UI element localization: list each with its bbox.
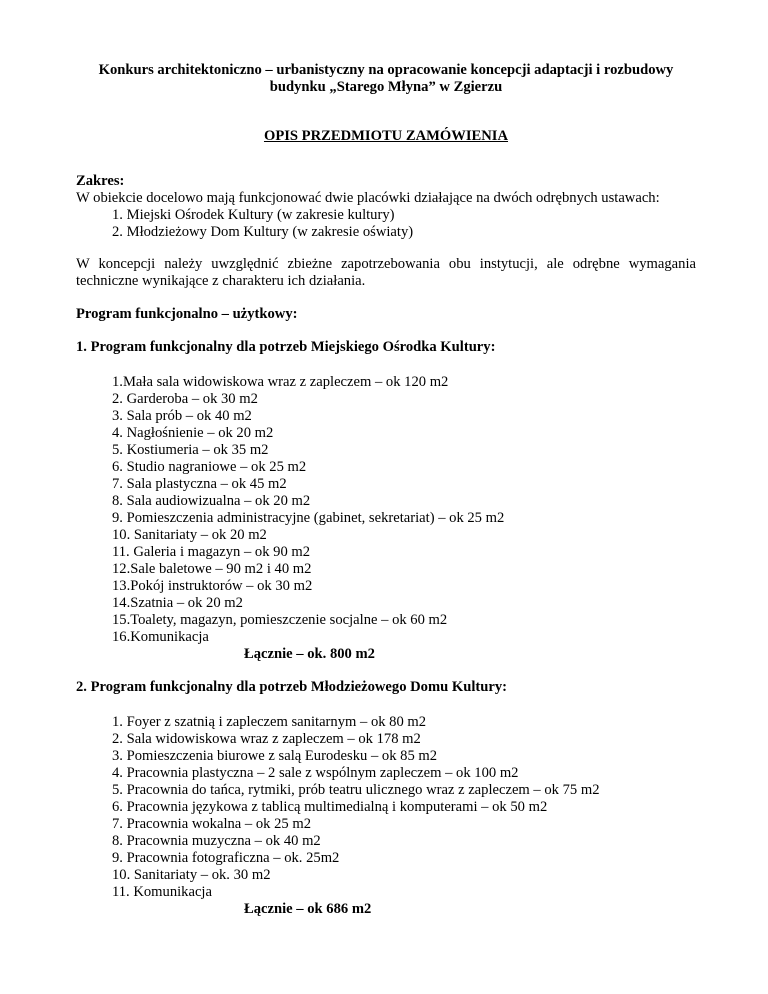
- list-item: 13.Pokój instruktorów – ok 30 m2: [112, 578, 313, 594]
- section-1-total: Łącznie – ok. 800 m2: [244, 646, 375, 662]
- list-item: 9. Pomieszczenia administracyjne (gabinet, sekretariat) – ok 25 m2: [112, 510, 505, 526]
- list-item: 11. Komunikacja: [112, 884, 212, 900]
- list-item: 1.Mała sala widowiskowa wraz z zapleczem – ok 120 m2: [112, 374, 449, 390]
- scope-list: [76, 207, 696, 241]
- section-2-total: Łącznie – ok 686 m2: [244, 901, 372, 917]
- section-2-heading: 2. Program funkcjonalny dla potrzeb Młodzieżowego Domu Kultury:: [76, 679, 508, 695]
- list-item: 1. Foyer z szatnią i zapleczem sanitarnym – ok 80 m2: [112, 714, 427, 730]
- list-item: 8. Pracownia muzyczna – ok 40 m2: [112, 833, 321, 849]
- scope-item: 1. Miejski Ośrodek Kultury (w zakresie kultury): [112, 207, 395, 223]
- list-item: 8. Sala audiowizualna – ok 20 m2: [112, 493, 311, 509]
- program-label: Program funkcjonalno – użytkowy:: [76, 306, 298, 322]
- section-1-list: [76, 374, 696, 646]
- list-item: 4. Nagłośnienie – ok 20 m2: [112, 425, 274, 441]
- list-item: 6. Studio nagraniowe – ok 25 m2: [112, 459, 307, 475]
- scope-label: Zakres:: [76, 173, 125, 189]
- list-item: 2. Sala widowiskowa wraz z zapleczem – ok 178 m2: [112, 731, 421, 747]
- document-title-line-1: Konkurs architektoniczno – urbanistyczny na opracowanie koncepcji adaptacji i rozbudowy: [98, 62, 674, 78]
- scope-intro: W obiekcie docelowo mają funkcjonować dwie placówki działające na dwóch odrębnych ustawach:: [76, 190, 660, 206]
- list-item: 15.Toalety, magazyn, pomieszczenie socjalne – ok 60 m2: [112, 612, 448, 628]
- scope-item: 2. Młodzieżowy Dom Kultury (w zakresie oświaty): [112, 224, 414, 240]
- section-1-heading: 1. Program funkcjonalny dla potrzeb Miejskiego Ośrodka Kultury:: [76, 339, 496, 355]
- list-item: 10. Sanitariaty – ok. 30 m2: [112, 867, 271, 883]
- list-item: 16.Komunikacja: [112, 629, 209, 645]
- document-page: [76, 62, 696, 918]
- list-item: 7. Sala plastyczna – ok 45 m2: [112, 476, 287, 492]
- list-item: 14.Szatnia – ok 20 m2: [112, 595, 243, 611]
- list-item: 7. Pracownia wokalna – ok 25 m2: [112, 816, 312, 832]
- document-title-line-2: budynku „Starego Młyna” w Zgierzu: [269, 79, 503, 95]
- list-item: 3. Sala prób – ok 40 m2: [112, 408, 252, 424]
- document-subject: OPIS PRZEDMIOTU ZAMÓWIENIA: [263, 128, 509, 144]
- document-title: [76, 62, 696, 96]
- list-item: 9. Pracownia fotograficzna – ok. 25m2: [112, 850, 340, 866]
- list-item: 11. Galeria i magazyn – ok 90 m2: [112, 544, 311, 560]
- list-item: 3. Pomieszczenia biurowe z salą Eurodesku – ok 85 m2: [112, 748, 438, 764]
- list-item: 2. Garderoba – ok 30 m2: [112, 391, 258, 407]
- list-item: 5. Pracownia do tańca, rytmiki, prób teatru ulicznego wraz z zapleczem – ok 75 m2: [112, 782, 600, 798]
- section-2-list: [76, 714, 696, 901]
- list-item: 12.Sale baletowe – 90 m2 i 40 m2: [112, 561, 312, 577]
- list-item: 4. Pracownia plastyczna – 2 sale z wspólnym zapleczem – ok 100 m2: [112, 765, 519, 781]
- list-item: 5. Kostiumeria – ok 35 m2: [112, 442, 269, 458]
- scope-note: W koncepcji należy uwzględnić zbieżne zapotrzebowania obu instytucji, ale odrębne wymagania techniczne wynikające z charakteru ich działania.: [76, 256, 696, 289]
- list-item: 6. Pracownia językowa z tablicą multimedialną i komputerami – ok 50 m2: [112, 799, 548, 815]
- list-item: 10. Sanitariaty – ok 20 m2: [112, 527, 267, 543]
